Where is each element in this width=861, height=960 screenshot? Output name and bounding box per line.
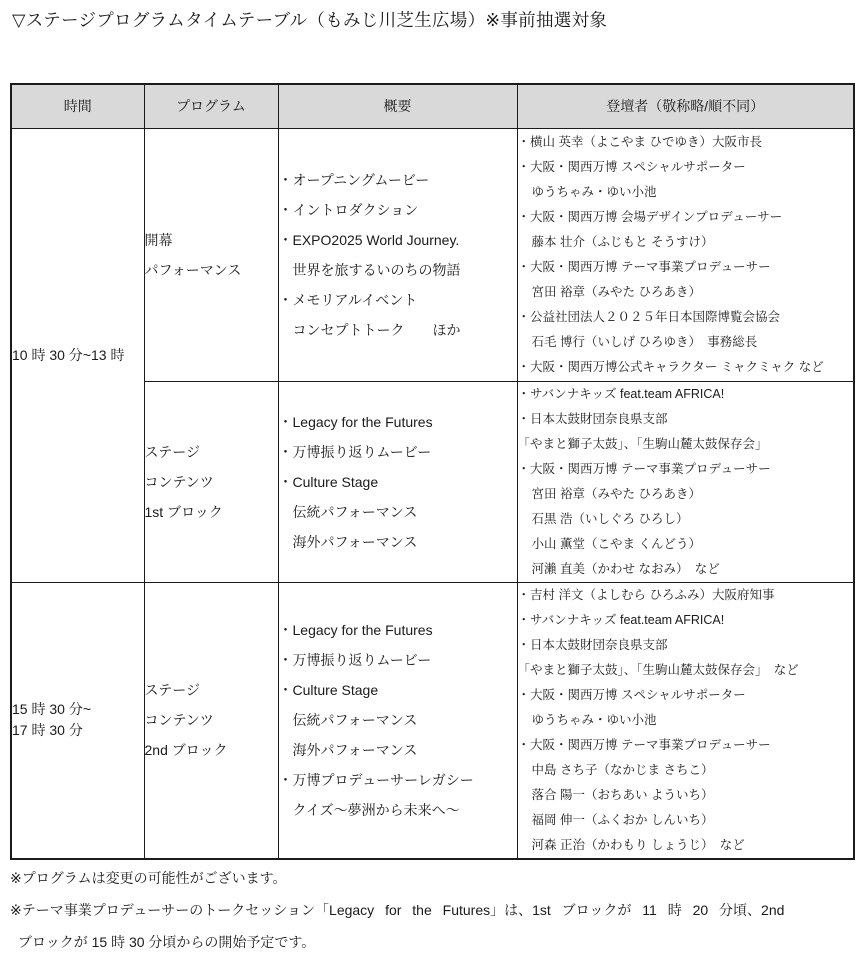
speaker-item: ・日本太鼓財団奈良県支部 [517,411,668,426]
speaker-item: ・横山 英幸（よこやま ひでゆき）大阪市長 [517,134,762,149]
note [10,862,855,894]
speaker-item: 河森 正治（かわもり しょうじ） など [531,837,745,852]
overview-item: ・メモリアルイベント [278,291,418,308]
time-cell [11,582,144,859]
header-row [11,84,854,128]
program-cell [144,582,278,859]
note-line: ※テーマ事業プロデューサーのトークセッション「Legacy for the Futures」は、1st ブロックが 11 時 20 分頃、2nd [10,902,785,918]
speaker-item: 小山 薫堂（こやま くんどう） [531,536,701,551]
time-text: 10 時 30 分~13 時 [12,346,125,363]
speaker-item: 藤本 壮介（ふじもと そうすけ） [531,234,714,249]
speakers-cell [517,582,854,859]
overview-item: 海外パフォーマンス [292,533,418,550]
table-row [11,128,854,381]
time-text: 17 時 30 分 [12,722,83,738]
overview-cell [278,128,517,381]
speaker-item: 石黒 浩（いしぐろ ひろし） [531,511,689,526]
speaker-item: ・サバンナキッズ feat.team AFRICA! [517,386,725,401]
speaker-item: 落合 陽一（おちあい よういち） [531,787,714,802]
program-cell [144,128,278,381]
table-header [11,84,854,128]
overview-item: コンセプトトーク ほか [292,321,461,338]
speaker-item: ・吉村 洋文（よしむら ひろふみ）大阪府知事 [517,587,775,602]
overview-item: 海外パフォーマンス [292,742,418,758]
table-row [11,582,854,859]
program-cell [144,381,278,582]
speaker-item: 石毛 博行（いしげ ひろゆき） 事務総長 [531,334,758,349]
speaker-item: 「やまと獅子太鼓」、「生駒山麓太鼓保存会」 など [517,662,799,677]
overview-item: ・Legacy for the Futures [278,622,433,638]
overview-cell [278,381,517,582]
page-title: ▽ステージプログラムタイムテーブル（もみじ川芝生広場）※事前抽選対象 [12,10,608,30]
overview-item: ・Culture Stage [278,473,379,490]
overview-cell [278,582,517,859]
time-text-wrapper [12,229,144,482]
overview-item: ・万博振り返りムービー [278,443,432,460]
speaker-item: ・大阪・関西万博 会場デザインプロデューサー [517,209,783,224]
overview-item: ・Culture Stage [278,682,379,698]
header-speakers: 登壇者（敬称略/順不同） [517,84,854,128]
header-overview: 概要 [278,84,517,128]
speaker-item: 宮田 裕章（みやた ひろあき） [531,486,701,501]
speaker-item: 中島 さち子（なかじま さちこ） [531,762,714,777]
speaker-item: 宮田 裕章（みやた ひろあき） [531,284,701,299]
time-text: 15 時 30 分~ [12,701,91,717]
program-text: ステージ [144,682,200,698]
speaker-item: ゆうちゃみ・ゆい小池 [531,184,657,199]
program-text: 1st ブロック [144,503,223,520]
speaker-item: ・大阪・関西万博 テーマ事業プロデューサー [517,737,771,752]
speaker-item: ゆうちゃみ・ゆい小池 [531,712,657,727]
speaker-item: ・大阪・関西万博 スペシャルサポーター [517,159,746,174]
footnotes [10,862,855,958]
overview-item: 世界を旅するいのちの物語 [292,261,461,278]
program-text: パフォーマンス [144,261,242,278]
overview-item: クイズ～夢洲から未来へ～ [292,802,460,818]
note-line: ※プログラムは変更の可能性がございます。 [10,870,287,886]
header-time: 時間 [11,84,144,128]
speakers-cell [517,128,854,381]
speaker-item: 河瀨 直美（かわせ なおみ） など [531,561,720,576]
overview-item: ・イントロダクション [278,201,419,218]
program-text: 2nd ブロック [144,742,228,758]
overview-item: ・Legacy for the Futures [278,413,433,430]
speaker-item: ・大阪・関西万博 テーマ事業プロデューサー [517,259,771,274]
overview-item: ・万博プロデューサーレガシー [278,772,474,788]
speaker-item: 「やまと獅子太鼓」、「生駒山麓太鼓保存会」 [517,436,768,451]
program-text: コンテンツ [144,473,214,490]
program-text: コンテンツ [144,712,214,728]
time-cell [11,128,144,582]
speaker-item: ・大阪・関西万博公式キャラクター ミャクミャク など [517,359,824,374]
program-text: 開幕 [144,231,173,248]
timetable-body [11,128,854,859]
speaker-item: ・サバンナキッズ feat.team AFRICA! [517,612,725,627]
note-line: ブロックが 15 時 30 分頃からの開始予定です。 [18,934,316,950]
speaker-item: ・大阪・関西万博 テーマ事業プロデューサー [517,461,771,476]
note [10,894,855,958]
overview-item: 伝統パフォーマンス [292,503,418,520]
speaker-item: ・大阪・関西万博 スペシャルサポーター [517,687,746,702]
speaker-item: 福岡 伸一（ふくおか しんいち） [531,812,714,827]
overview-item: 伝統パフォーマンス [292,712,418,728]
header-program: プログラム [144,84,278,128]
speaker-item: ・公益社団法人２０２５年日本国際博覧会協会 [517,309,781,324]
program-timetable [10,83,855,860]
speakers-cell [517,381,854,582]
overview-item: ・オープニングムービー [278,171,430,188]
program-text: ステージ [144,443,200,460]
overview-item: ・EXPO2025 World Journey. [278,231,460,248]
speaker-item: ・日本太鼓財団奈良県支部 [517,637,668,652]
overview-item: ・万博振り返りムービー [278,652,432,668]
